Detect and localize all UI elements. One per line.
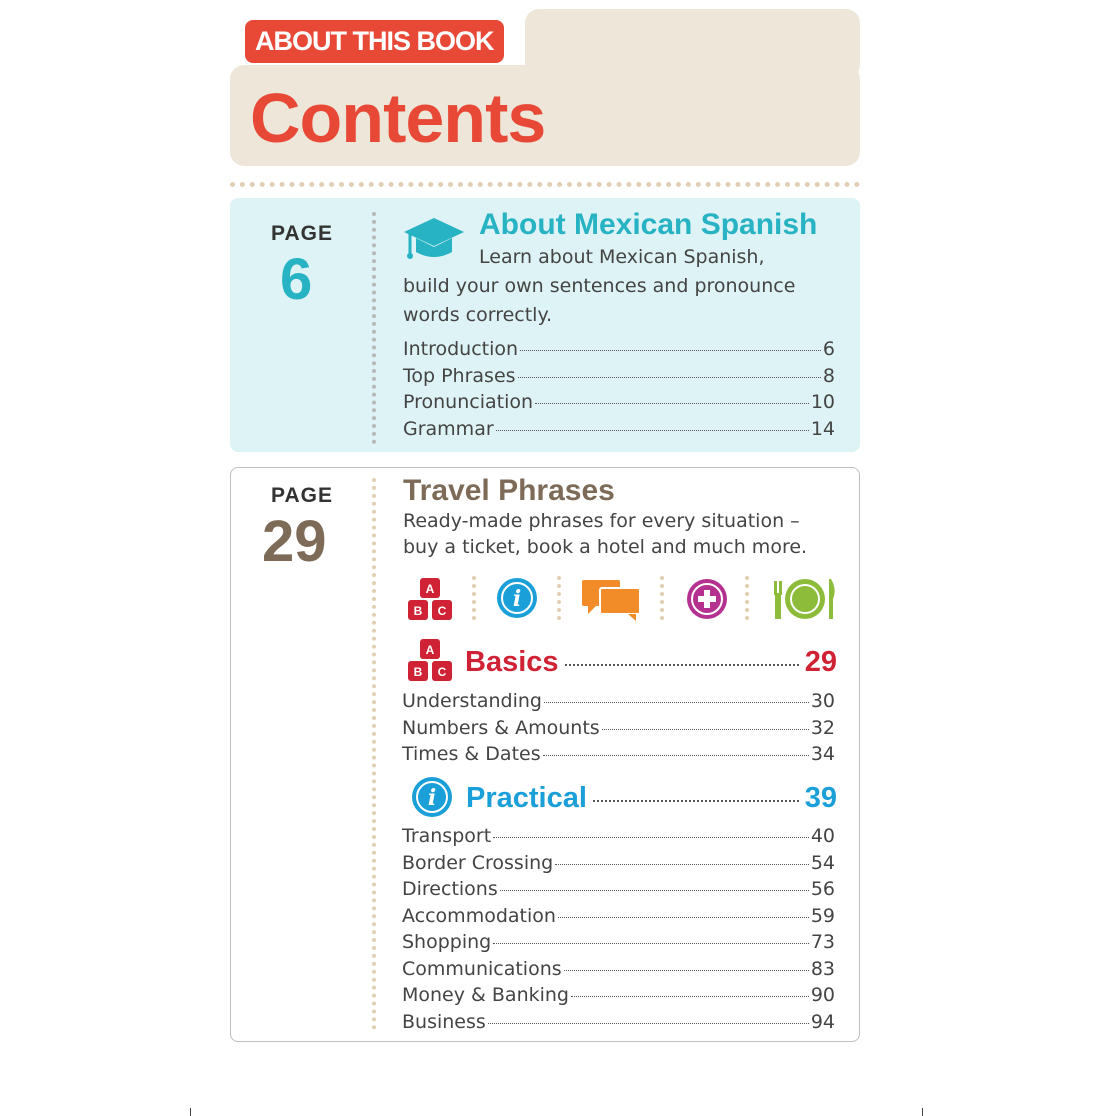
icon-separator (745, 576, 749, 620)
toc-entry-label: Communications (402, 957, 562, 980)
crop-mark (922, 1108, 923, 1116)
toc-entry[interactable] (402, 905, 835, 932)
dot-leader (493, 943, 809, 944)
dot-leader (565, 664, 799, 666)
toc-entry-page: 10 (810, 391, 835, 413)
svg-text:i: i (427, 785, 437, 811)
crop-mark (190, 1108, 191, 1116)
toc-entry-page: 32 (810, 716, 835, 739)
toc-entry-label: Transport (402, 825, 492, 847)
abc-blocks-icon (405, 637, 455, 683)
toc-entry-label: Grammar (403, 417, 494, 440)
svg-text:B: B (413, 604, 423, 618)
icon-separator (660, 576, 664, 620)
toc-entry-page: 56 (810, 878, 835, 900)
plus-circle-icon[interactable] (685, 577, 729, 621)
toc-entry-page: 30 (810, 690, 835, 712)
toc-list (402, 825, 835, 1037)
toc-entry[interactable] (403, 338, 835, 365)
svg-text:C: C (437, 665, 447, 679)
toc-entry-page: 90 (810, 984, 835, 1006)
page-number: 29 (262, 509, 327, 574)
toc-entry-label: Understanding (402, 690, 542, 712)
graduation-cap-icon (402, 214, 466, 264)
toc-entry-label: Money & Banking (402, 984, 569, 1006)
basics-heading[interactable] (465, 646, 837, 686)
icon-separator (472, 576, 476, 620)
dot-leader (543, 755, 809, 756)
section-description-line: words correctly. (403, 304, 553, 326)
toc-list (403, 338, 835, 444)
toc-entry-page: 83 (810, 957, 835, 980)
toc-entry-page: 34 (810, 743, 835, 765)
dot-leader (571, 996, 809, 997)
toc-entry[interactable] (403, 365, 835, 392)
toc-entry-label: Accommodation (402, 904, 556, 927)
section-description-line: build your own sentences and pronounce (403, 275, 796, 297)
toc-entry-page: 73 (810, 931, 835, 953)
toc-entry-label: Pronunciation (403, 391, 534, 413)
dot-leader (602, 729, 809, 730)
toc-entry[interactable] (402, 958, 835, 985)
category-page: 29 (804, 646, 837, 678)
toc-entry-label: Times & Dates (402, 743, 541, 765)
dot-leader (518, 377, 821, 378)
section-tag: ABOUT THIS BOOK (245, 20, 504, 63)
toc-entry[interactable] (402, 1011, 835, 1038)
abc-blocks-icon[interactable] (405, 576, 455, 622)
section-description-line: buy a ticket, book a hotel and much more. (403, 536, 808, 558)
section-title: Travel Phrases (403, 474, 615, 507)
toc-entry-label: Border Crossing (402, 851, 554, 874)
info-icon (410, 775, 454, 819)
svg-text:i: i (512, 586, 522, 612)
dot-leader (555, 864, 809, 865)
toc-entry-label: Shopping (402, 931, 492, 953)
dot-leader (520, 350, 821, 351)
toc-entry[interactable] (402, 984, 835, 1011)
toc-entry-label: Directions (402, 878, 498, 900)
dot-leader (493, 837, 809, 838)
page-label: PAGE (271, 222, 333, 245)
toc-entry-label: Top Phrases (403, 364, 516, 387)
toc-entry[interactable] (402, 717, 835, 744)
section-title: About Mexican Spanish (479, 208, 818, 241)
toc-entry-page: 40 (810, 825, 835, 847)
category-label: Basics (465, 646, 559, 678)
dot-leader (500, 890, 809, 891)
toc-entry-page: 6 (822, 338, 835, 360)
category-page: 39 (804, 782, 837, 814)
dot-leader (558, 917, 809, 918)
vertical-divider (372, 478, 376, 1030)
dot-leader (496, 430, 809, 431)
svg-text:C: C (437, 604, 447, 618)
dot-leader (544, 702, 809, 703)
dot-leader (535, 403, 809, 404)
plate-cutlery-icon[interactable] (771, 577, 839, 621)
speech-bubbles-icon[interactable] (580, 578, 642, 622)
divider (230, 182, 860, 187)
toc-entry[interactable] (402, 743, 835, 770)
dot-leader (564, 970, 809, 971)
toc-entry-label: Business (402, 1010, 486, 1033)
toc-entry-page: 94 (810, 1010, 835, 1033)
toc-list (402, 690, 835, 770)
toc-entry[interactable] (403, 391, 835, 418)
icon-separator (557, 576, 561, 620)
toc-entry[interactable] (402, 878, 835, 905)
vertical-divider (372, 212, 376, 444)
dot-leader (488, 1023, 809, 1024)
toc-entry-label: Introduction (403, 338, 519, 360)
section-description-line: Ready-made phrases for every situation – (403, 510, 800, 532)
section-description-line: Learn about Mexican Spanish, (479, 246, 765, 268)
svg-text:A: A (425, 582, 435, 596)
toc-entry[interactable] (403, 418, 835, 445)
toc-entry-page: 8 (822, 364, 835, 387)
page-title: Contents (250, 79, 546, 157)
practical-heading[interactable] (466, 782, 837, 822)
toc-entry-page: 54 (810, 851, 835, 874)
page-label: PAGE (271, 484, 333, 507)
svg-text:B: B (413, 665, 423, 679)
dot-leader (593, 800, 799, 802)
info-icon[interactable] (495, 576, 539, 620)
toc-entry[interactable] (402, 825, 835, 852)
toc-entry-page: 14 (810, 417, 835, 440)
category-label: Practical (466, 782, 587, 814)
toc-entry[interactable] (402, 690, 835, 717)
page-number: 6 (280, 247, 313, 312)
toc-entry-page: 59 (810, 904, 835, 927)
svg-text:A: A (425, 643, 435, 657)
toc-entry[interactable] (402, 931, 835, 958)
toc-entry-label: Numbers & Amounts (402, 716, 600, 739)
toc-entry[interactable] (402, 852, 835, 879)
